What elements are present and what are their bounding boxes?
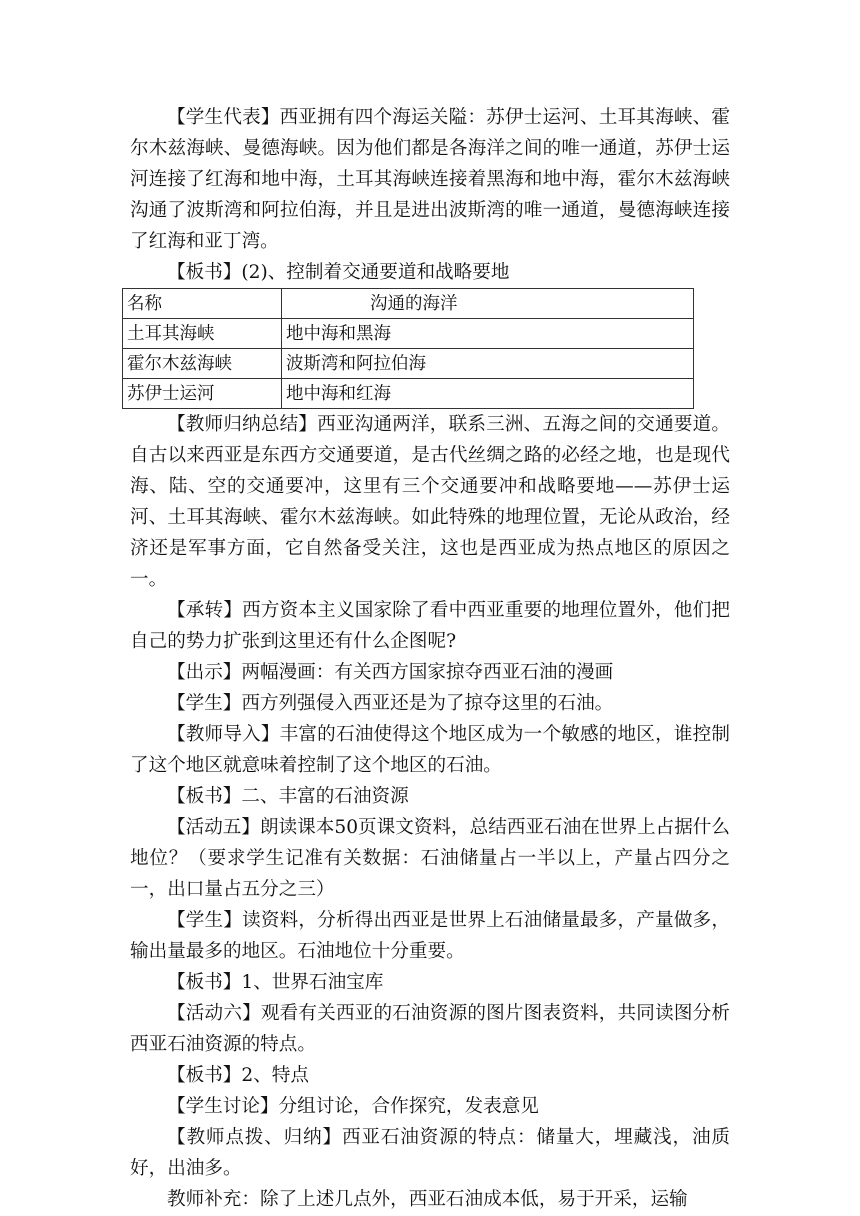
straits-table: [122, 288, 694, 409]
paragraph-board-oil: 【板书】二、丰富的石油资源: [167, 786, 409, 807]
paragraph-activity-6: 【活动六】观看有关西亚的石油资源的图片图表资料，共同读图分析西亚石油资源的特点。: [130, 1003, 730, 1055]
table-cell: 波斯湾和阿拉伯海: [282, 349, 694, 379]
paragraph-board-2: 【板书】(2)、控制着交通要道和战略要地: [167, 262, 510, 283]
table-cell: 苏伊士运河: [123, 379, 282, 409]
paragraph-board-features: 【板书】2、特点: [167, 1065, 309, 1086]
paragraph-student-discussion: 【学生讨论】分组讨论，合作探究，发表意见: [167, 1096, 539, 1117]
paragraph-student-reading: 【学生】读资料，分析得出西亚是世界上石油储量最多，产量做多，输出量最多的地区。石油地位十分重要。: [130, 910, 730, 962]
paragraph-student-rep: 【学生代表】西亚拥有四个海运关隘：苏伊士运河、土耳其海峡、霍尔木兹海峡、曼德海峡。因为他们都是各海洋之间的唯一通道，苏伊士运河连接了红海和地中海，土耳其海峡连接着黑海和地中海，霍尔木兹海峡沟通了波斯湾和阿拉伯海，并且是进出波斯湾的唯一通道，曼德海峡连接了红海和亚丁湾。: [130, 107, 730, 252]
table-row: [123, 379, 694, 409]
document-page: [127, 102, 730, 1215]
paragraph-teacher-supplement: 教师补充：除了上述几点外，西亚石油成本低，易于开采，运输: [167, 1189, 688, 1210]
table-cell: 土耳其海峡: [123, 319, 282, 349]
table-header-oceans: 沟通的海洋: [282, 289, 694, 319]
paragraph-teacher-guidance: 【教师点拨、归纳】西亚石油资源的特点：储量大，埋藏浅，油质好，出油多。: [130, 1127, 730, 1179]
table-row: [123, 349, 694, 379]
table-cell: 地中海和黑海: [282, 319, 694, 349]
paragraph-show-cartoons: 【出示】两幅漫画：有关西方国家掠夺西亚石油的漫画: [167, 662, 614, 683]
table-header-row: [123, 289, 694, 319]
table-row: [123, 319, 694, 349]
paragraph-board-treasury: 【板书】1、世界石油宝库: [167, 972, 384, 993]
table-header-name: 名称: [123, 289, 282, 319]
paragraph-teacher-summary: 【教师归纳总结】西亚沟通两洋，联系三洲、五海之间的交通要道。自古以来西亚是东西方交通要道，是古代丝绸之路的必经之地，也是现代海、陆、空的交通要冲，这里有三个交通要冲和战略要地——苏伊士运河、土耳其海峡、霍尔木兹海峡。如此特殊的地理位置，无论从政治，经济还是军事方面，它自然备受关注，这也是西亚成为热点地区的原因之一。: [130, 414, 730, 590]
table-cell: 地中海和红海: [282, 379, 694, 409]
paragraph-student: 【学生】西方列强侵入西亚还是为了掠夺这里的石油。: [167, 693, 614, 714]
table-cell: 霍尔木兹海峡: [123, 349, 282, 379]
paragraph-activity-5: 【活动五】朗读课本50页课文资料，总结西亚石油在世界上占据什么地位？（要求学生记准有关数据：石油储量占一半以上，产量占四分之一，出口量占五分之三）: [130, 817, 730, 900]
paragraph-transition: 【承转】西方资本主义国家除了看中西亚重要的地理位置外，他们把自己的势力扩张到这里还有什么企图呢?: [130, 600, 730, 652]
paragraph-teacher-intro: 【教师导入】丰富的石油使得这个地区成为一个敏感的地区，谁控制了这个地区就意味着控制了这个地区的石油。: [130, 724, 730, 776]
